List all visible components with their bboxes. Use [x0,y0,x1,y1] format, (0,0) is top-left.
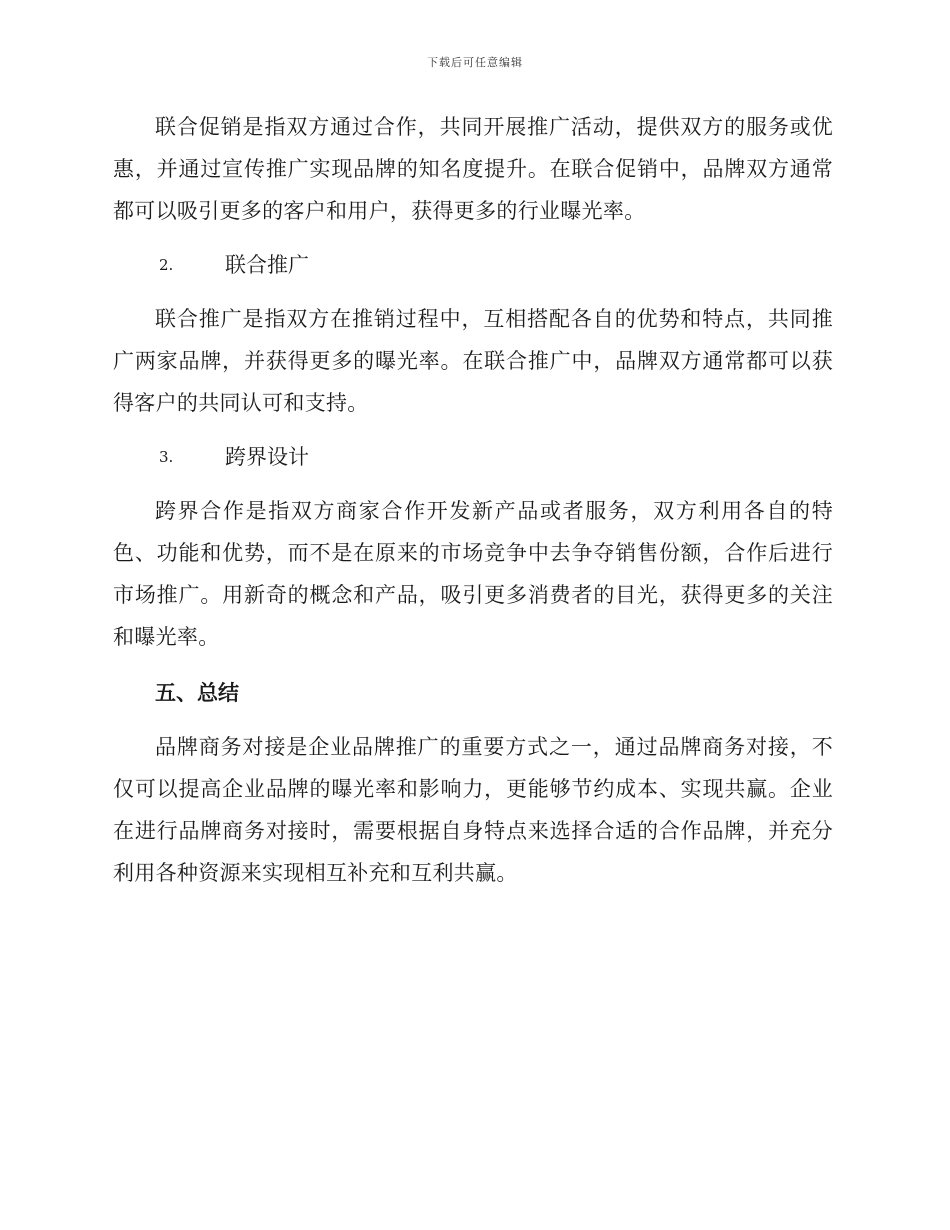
paragraph-joint-promotion: 联合促销是指双方通过合作，共同开展推广活动，提供双方的服务或优惠，并通过宣传推广实现品牌的知名度提升。在联合促销中，品牌双方通常都可以吸引更多的客户和用户，获得更多的行业曝光率。 [113,115,833,223]
heading-title: 联合推广 [225,253,309,277]
document-body [113,106,833,894]
paragraph-summary: 品牌商务对接是企业品牌推广的重要方式之一，通过品牌商务对接，不仅可以提高企业品牌的曝光率和影响力，更能够节约成本、实现共赢。企业在进行品牌商务对接时，需要根据自身特点来选择合适的合作品牌，并充分利用各种资源来实现相互补充和互利共赢。 [113,735,833,885]
heading-number: 2. [159,256,174,274]
paragraph-joint-marketing: 联合推广是指双方在推销过程中，互相搭配各自的优势和特点，共同推广两家品牌，并获得更多的曝光率。在联合推广中，品牌双方通常都可以获得客户的共同认可和支持。 [113,307,833,415]
paragraph-crossover-design: 跨界合作是指双方商家合作开发新产品或者服务，双方利用各自的特色、功能和优势，而不是在原来的市场竞争中去争夺销售份额，合作后进行市场推广。用新奇的概念和产品，吸引更多消费者的目光，获得更多的关注和曝光率。 [113,499,833,649]
numbered-heading-crossover-design [113,436,833,478]
numbered-heading-joint-marketing [113,244,833,286]
page-header: 下载后可任意编辑 [427,56,523,69]
heading-title: 跨界设计 [225,445,309,469]
section-heading-summary: 五、总结 [155,681,239,705]
heading-number: 3. [159,448,174,466]
